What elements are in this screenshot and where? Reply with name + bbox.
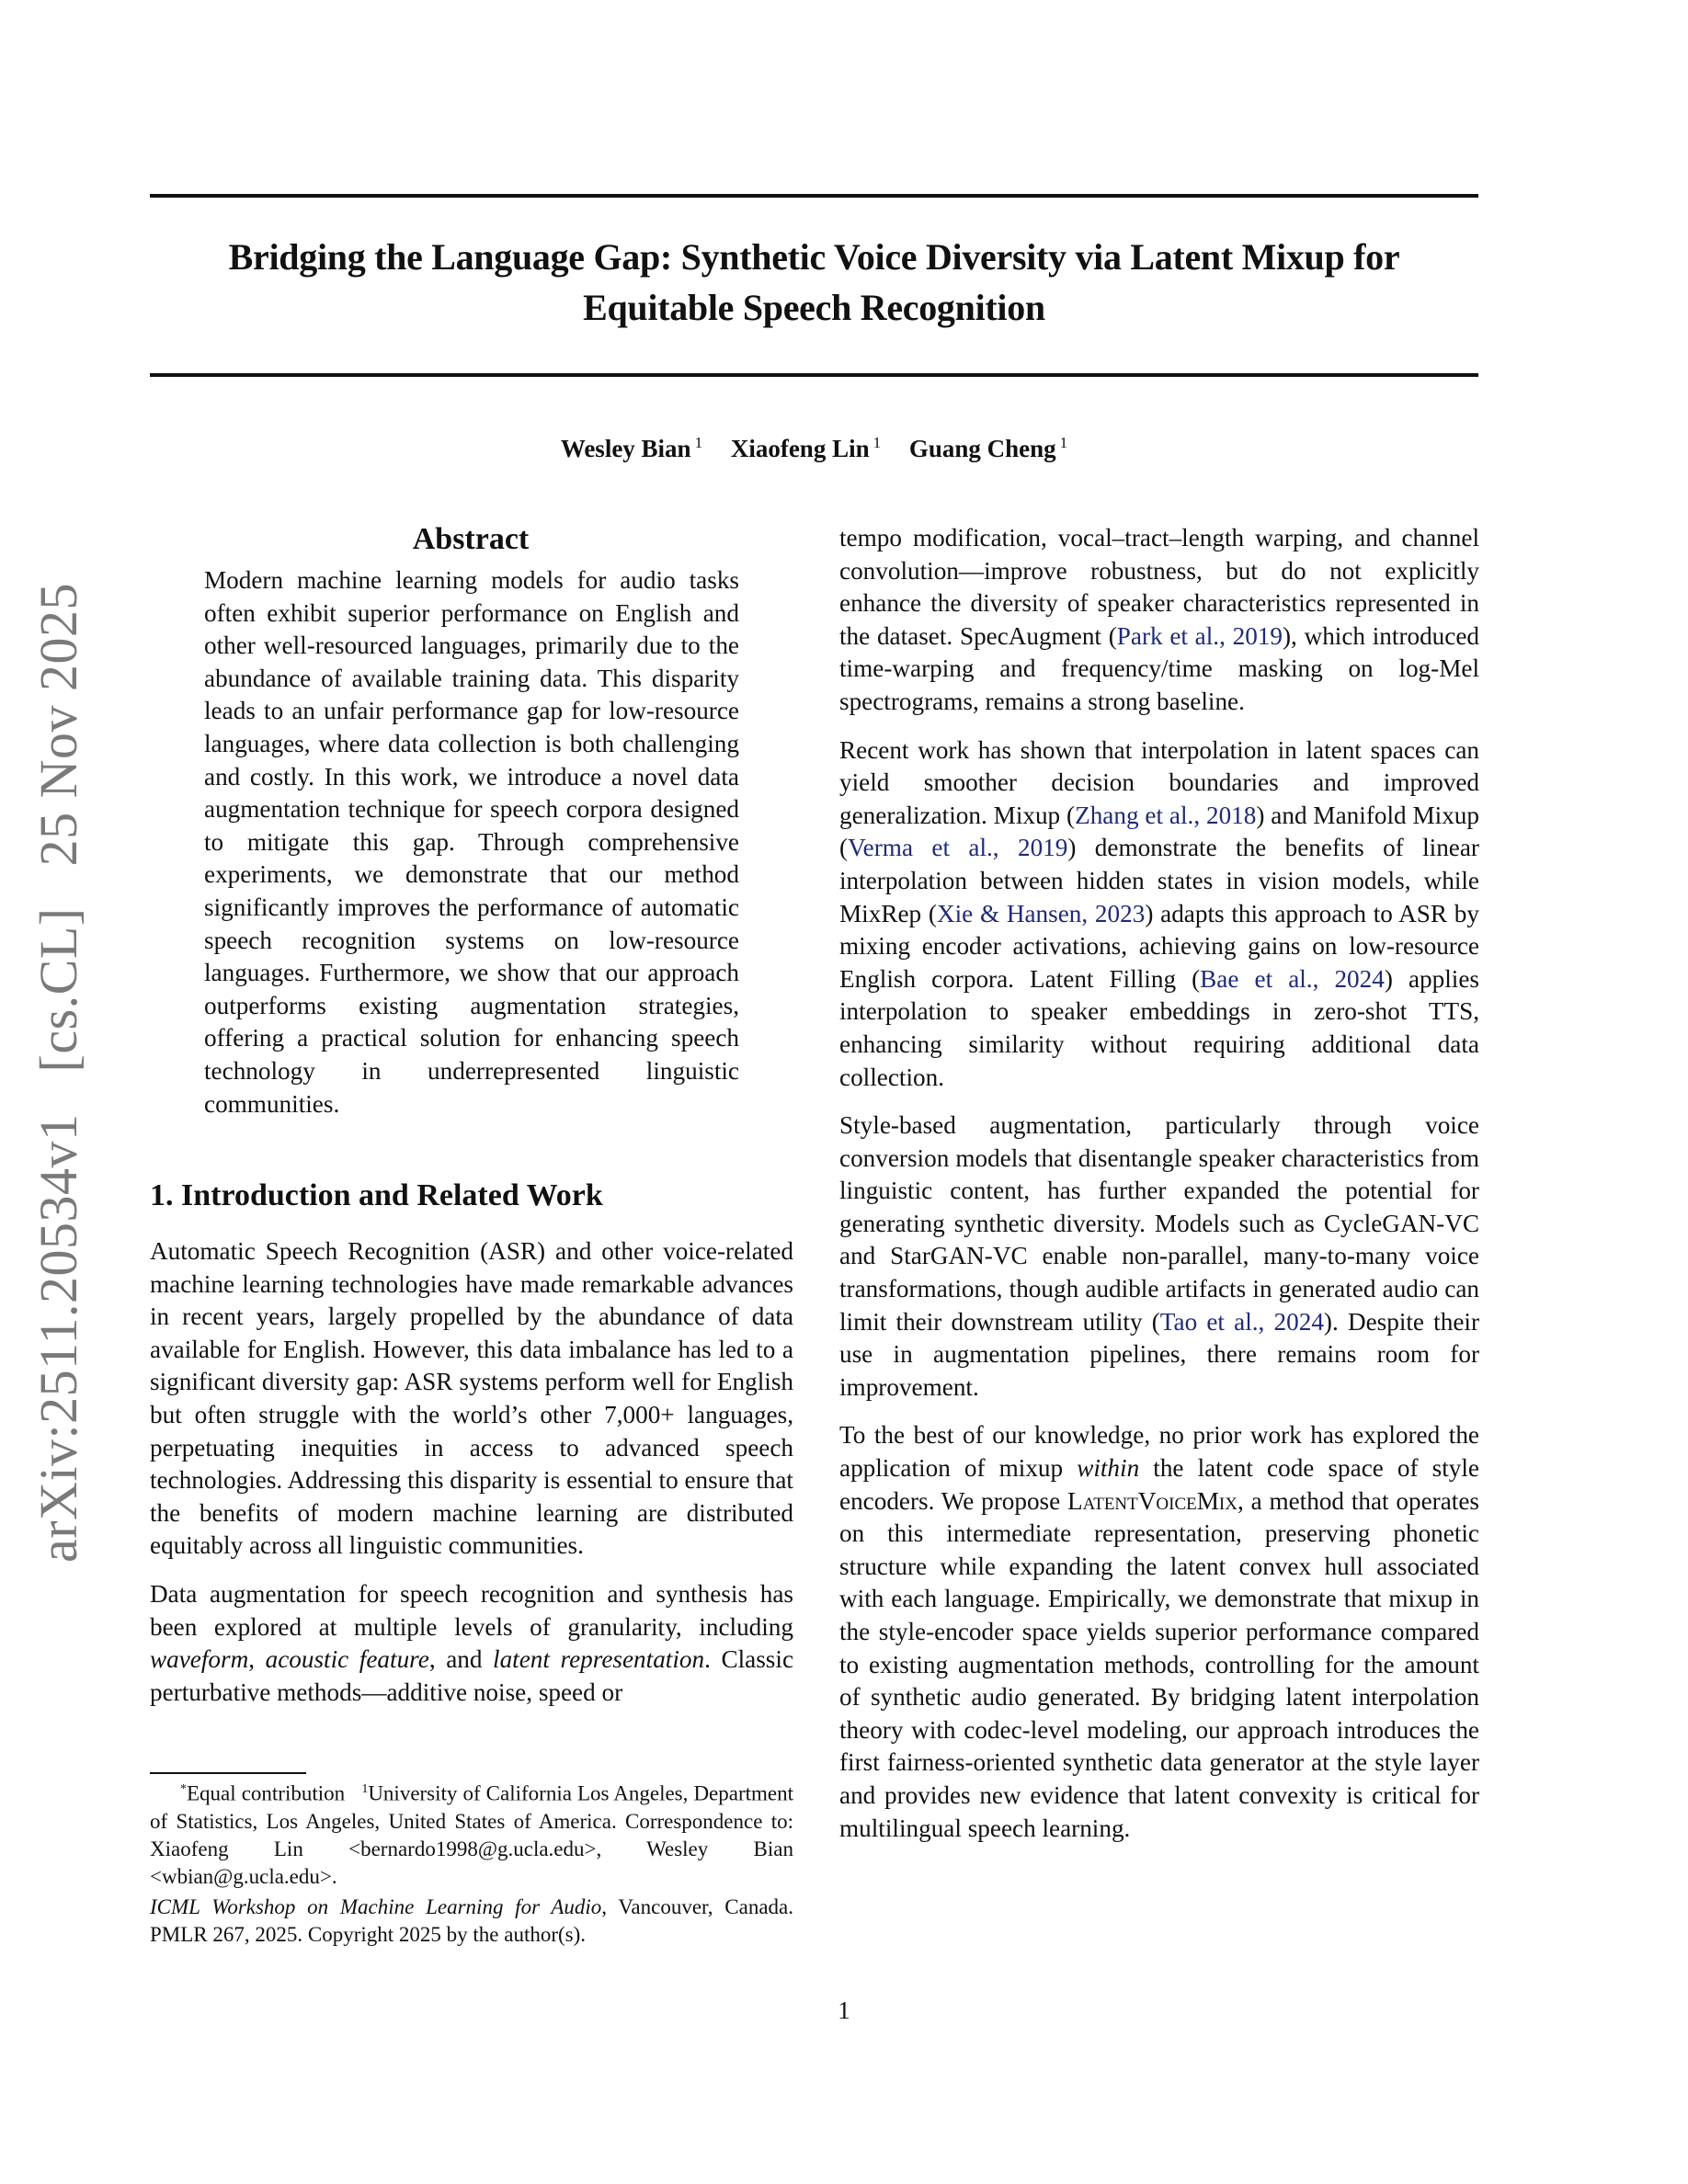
citation-link[interactable]: Bae et al., 2024 [1200,964,1385,993]
venue-name: ICML Workshop on Machine Learning for Audio [150,1895,602,1918]
right-paragraph-2 [839,734,1479,1095]
title-bottom-rule [150,373,1478,377]
page-number: 1 [838,1996,850,2024]
text-run: Style-based augmentation, particularly through voice conversion models that disentangle speaker characteristics from linguistic content, has further expanded the potential for generating synthetic diversity. Models such as CycleGAN-VC and StarGAN-VC enable non-parallel, many-to-many voice transformations, though audible artifacts in generated audio can limit their downstream utility ( [839,1111,1479,1336]
text-run: , and [428,1645,494,1674]
right-paragraph-1 [839,522,1479,719]
abstract-body: Modern machine learning models for audio tasks often exhibit superior performance on English and other well-resourced languages, primarily due to the abundance of available training data. This disparity leads to an unfair performance gap for low-resource languages, where data collection is both challenging and costly. In this work, we introduce a novel data augmentation technique for speech corpora designed to mitigate this gap. Through comprehensive experiments, we demonstrate that our method significantly improves the performance of automatic speech recognition systems on low-resource languages. Furthermore, we show that our approach outperforms existing augmentation strategies, offering a practical solution for enhancing speech technology in underrepresented linguistic communities. [204,566,739,1118]
author-name: Guang Cheng [908,435,1056,462]
citation-link[interactable]: Park et al., 2019 [1116,621,1283,650]
arxiv-id[interactable]: arXiv:2511.20534v1 [29,1113,88,1563]
author-name: Wesley Bian [560,435,691,462]
footnote-mark: * [180,1782,187,1796]
text-run: ). Despite their use in augmentation pipelines, there remains room for improvement. [839,1307,1479,1401]
title-line-1: Bridging the Language Gap: Synthetic Voice Diversity via Latent Mixup for [228,236,1400,278]
citation-link[interactable]: Zhang et al., 2018 [1075,801,1257,829]
paper-title [150,232,1478,333]
text-run: ), which introduced time-warping and frequency/time masking on log-Mel spectrograms, remains a strong baseline. [839,621,1480,715]
right-column-body [839,522,1479,1860]
emphasis: within [1077,1454,1140,1483]
right-paragraph-4 [839,1419,1479,1845]
author-list [150,434,1478,463]
text-run: ) applies interpolation to speaker embeddings in zero-shot TTS, enhancing similarity without requiring additional data collection. [839,964,1479,1091]
text-run: , [248,1645,266,1674]
emphasis: acoustic feature [265,1645,429,1674]
author-affiliation-mark: 1 [1059,434,1068,451]
text-run: ) adapts this approach to ASR by mixing encoder activations, achieving gains on low-resource English corpora. Latent Filling ( [839,899,1479,993]
text-run: . Classic perturbative methods—additive noise, speed or [150,1645,794,1706]
section-heading-introduction: 1. Introduction and Related Work [150,1178,603,1212]
text-run: To the best of our knowledge, no prior work has explored the application of mixup [839,1421,1479,1483]
arxiv-sidebar-stamp [28,555,89,1563]
intro-paragraph-1: Automatic Speech Recognition (ASR) and other voice-related machine learning technologies have made remarkable advances in recent years, largely propelled by the abundance of data available for English. However, this data imbalance has led to a significant diversity gap: ASR systems perform well for English but often struggle with the world’s other 7,000+ languages, perpetuating inequities in access to advanced speech technologies. Addressing this disparity is essential to ensure that the benefits of modern machine learning are distributed equitably across all linguistic communities. [150,1237,793,1560]
arxiv-category: [cs.CL] [29,907,88,1073]
emphasis: waveform [150,1645,249,1674]
text-run: ) and Manifold Mixup ( [839,801,1479,862]
emphasis: latent representation [493,1645,705,1674]
author [731,435,881,462]
citation-link[interactable]: Xie & Hansen, 2023 [936,899,1146,927]
intro-paragraph-2 [150,1578,793,1709]
text-run: , a method that operates on this intermediate representation, preserving phonetic structure while expanding the latent convex hull associated with each language. Empirically, we demonstrate that mixup in the style-encoder space yields superior performance compared to existing augmentation methods, controlling for the amount of synthetic audio generated. By bridging latent interpolation theory with codec-level modeling, our approach introduces the first fairness-oriented synthetic data generator at the style layer and provides new evidence that latent convexity is critical for multilingual speech learning. [839,1486,1479,1842]
footnote-rule [150,1772,306,1774]
text-run: the latent code space of style encoders. We propose [839,1454,1479,1515]
title-line-2: Equitable Speech Recognition [583,287,1045,328]
author-affiliation-mark: 1 [873,434,882,451]
footnote-affiliation [150,1776,793,1891]
method-name: LatentVoiceMix [1067,1486,1237,1515]
footnote-mark: 1 [361,1782,369,1796]
text-run: Recent work has shown that interpolation in latent spaces can yield smoother decision boundaries and improved generalization. Mixup ( [839,735,1479,829]
venue-details: , Vancouver, Canada. PMLR 267, 2025. Copyright 2025 by the author(s). [150,1895,793,1946]
venue-note [150,1894,793,1949]
footnote-equal-contribution: Equal contribution [187,1781,346,1805]
citation-link[interactable]: Verma et al., 2019 [848,834,1068,862]
author-name: Xiaofeng Lin [730,435,870,462]
citation-link[interactable]: Tao et al., 2024 [1159,1307,1324,1336]
abstract-heading: Abstract [412,522,530,556]
title-top-rule [150,194,1478,198]
right-paragraph-3 [839,1109,1479,1404]
author [909,435,1067,462]
author-affiliation-mark: 1 [694,434,703,451]
left-column-body [150,1235,793,1724]
text-run: Data augmentation for speech recognition and synthesis has been explored at multiple levels of granularity, including [150,1579,793,1641]
text-run: ) demonstrate the benefits of linear interpolation between hidden states in vision models, while MixRep ( [839,834,1479,927]
footnote [150,1776,793,1891]
text-run: tempo modification, vocal–tract–length warping, and channel convolution—improve robustness, but do not explicitly enhance the diversity of speaker characteristics represented in the dataset. SpecAugment ( [839,524,1479,650]
arxiv-date: 25 Nov 2025 [29,583,88,867]
footnote-affiliation-text: University of California Los Angeles, Department of Statistics, Los Angeles, United States of America. Correspondence to: Xiaofeng Lin <bernardo1998@g.ucla.edu>, Wesley Bian <wbian@g.ucla.edu>. [150,1781,794,1888]
author [561,435,702,462]
